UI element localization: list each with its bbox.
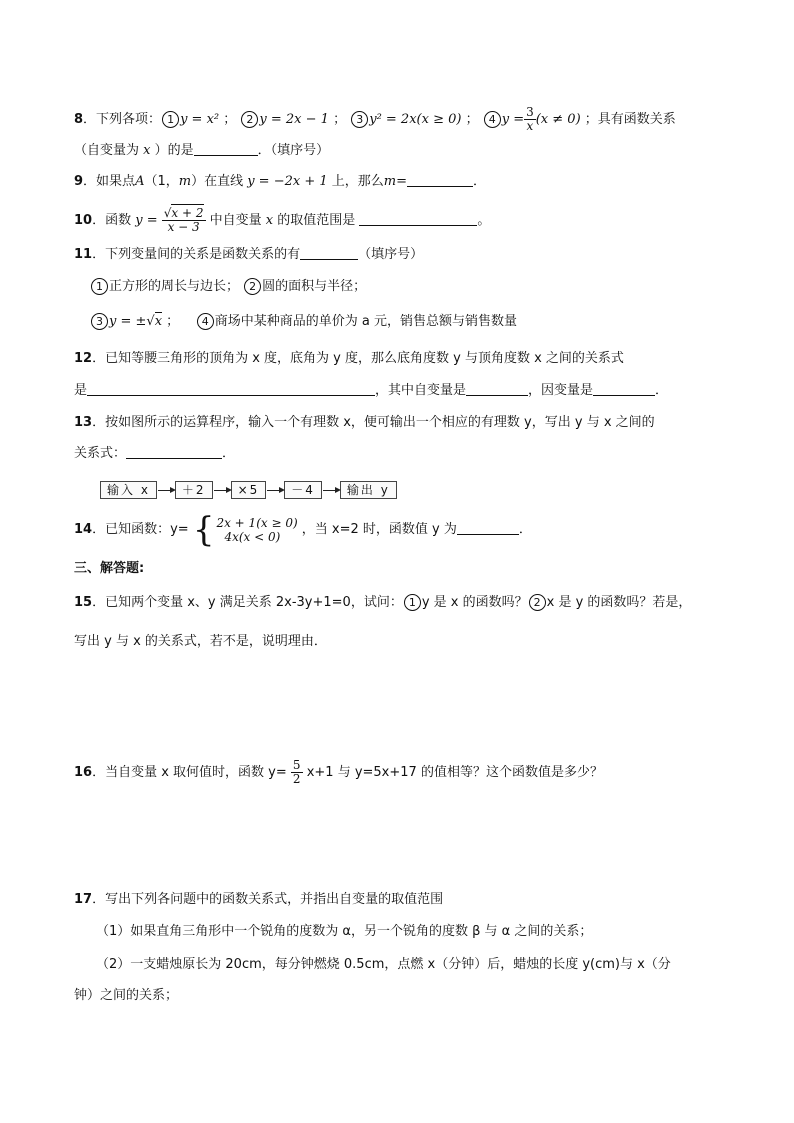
flow-plus-2-box: ＋2 [175, 481, 213, 499]
flow-input-box: 输入 x [100, 481, 157, 499]
question-11-number: 11 [74, 247, 93, 262]
question-17-part-2-cont: 钟）之间的关系； [74, 988, 179, 1003]
question-17-part-2: （2）一支蜡烛原长为 20cm，每分钟燃烧 0.5cm，点燃 x（分钟）后，蜡烛的长度 y(cm)与 x（分 [96, 957, 671, 972]
circle-number-4: 4 [484, 111, 501, 128]
question-12-line-1: 12．已知等腰三角形的顶角为 x 度，底角为 y 度，那么底角度数 y 与顶角度数 x 之间的关系式 [74, 351, 624, 366]
fraction-3-over-x: $\frac{3}{x}$ [526, 105, 534, 133]
question-15-line-2: 写出 y 与 x 的关系式，若不是，说明理由． [74, 634, 327, 649]
question-14: 14．已知函数：y= { 2x + 1(x ≥ 0) 4x(x < 0) ，当 x=2 时，函数值 y 为 ． [74, 509, 532, 550]
circle-number-2: 2 [244, 278, 261, 295]
flow-times-5-box: ×5 [231, 481, 267, 499]
question-13-line-1: 13．按如图所示的运算程序，输入一个有理数 x，便可输出一个相应的有理数 y，写出 y 与 x 之间的 [74, 415, 655, 430]
question-16-number: 16 [74, 765, 93, 780]
question-9-number: 9 [74, 174, 84, 189]
sqrt-icon: √ [146, 314, 155, 329]
answer-blank[interactable] [466, 381, 528, 396]
answer-blank[interactable] [87, 381, 375, 396]
flow-output-box: 输出 y [340, 481, 397, 499]
answer-blank[interactable] [593, 381, 655, 396]
arrow-right-icon [158, 490, 174, 491]
question-13-line-2: 关系式： ． [74, 446, 236, 461]
circle-number-2: 2 [241, 111, 258, 128]
question-13-number: 13 [74, 415, 93, 430]
question-12-number: 12 [74, 351, 93, 366]
question-8-line-1: 8．下列各项： 1 y = x² ； 2 y = 2x − 1 ； 3 y² = 2x(x ≥ 0) ； 4 y = $\frac{3}{x}$ (x ≠ 0) ；具有函数关系 [74, 105, 676, 133]
circle-number-1: 1 [162, 111, 179, 128]
circle-number-4: 4 [197, 313, 214, 330]
fraction-5-over-2: $\frac{5}{2}$ [292, 758, 301, 786]
question-12-line-2: 是 ，其中自变量是 ，因变量是 ． [74, 383, 669, 398]
question-17-number: 17 [74, 892, 93, 907]
answer-blank[interactable] [194, 141, 258, 156]
question-11: 11．下列变量间的关系是函数关系的有 （填序号） [74, 247, 424, 262]
sqrt-icon: √ [163, 206, 172, 220]
operation-flowchart [100, 480, 397, 500]
question-11-options-1-2: 1 正方形的周长与边长； 2 圆的面积与半径； [90, 277, 366, 297]
question-17-line-1: 17．写出下列各问题中的函数关系式，并指出自变量的取值范围 [74, 892, 444, 907]
question-10-number: 10 [74, 213, 93, 228]
circle-number-1: 1 [404, 594, 421, 611]
question-14-number: 14 [74, 522, 93, 537]
answer-blank[interactable] [407, 172, 473, 187]
flow-minus-4-box: －4 [284, 481, 322, 499]
piecewise-function: { 2x + 1(x ≥ 0) 4x(x < 0) [192, 509, 298, 550]
answer-blank[interactable] [359, 211, 477, 226]
question-17-part-1: （1）如果直角三角形中一个锐角的度数为 α，另一个锐角的度数 β 与 α 之间的关系； [96, 924, 593, 939]
arrow-right-icon [214, 490, 230, 491]
arrow-right-icon [323, 490, 339, 491]
fraction-sqrt-over-x-minus-3: $\frac{√x + 2}{x - 3}$ [163, 206, 204, 234]
circle-number-3: 3 [351, 111, 368, 128]
question-15-number: 15 [74, 595, 93, 610]
left-brace-icon: { [192, 509, 215, 550]
circle-number-3: 3 [91, 313, 108, 330]
arrow-right-icon [267, 490, 283, 491]
circle-number-1: 1 [91, 278, 108, 295]
circle-number-2: 2 [529, 594, 546, 611]
answer-blank[interactable] [300, 245, 358, 260]
question-8-line-2: （自变量为 x ）的是 ．（填序号） [74, 143, 330, 158]
question-16: 16．当自变量 x 取何值时，函数 y= $\frac{5}{2}$ x+1 与 y=5x+17 的值相等？这个函数值是多少？ [74, 758, 603, 786]
section-heading: 三、解答题: [74, 561, 145, 576]
question-8-number: 8 [74, 112, 84, 127]
question-11-options-3-4: 3 y = ±√x ； 4 商场中某种商品的单价为 a 元，销售总额与销售数量 [90, 312, 517, 332]
question-9: 9．如果点A（1，m）在直线 y = −2x + 1 上，那么m= ． [74, 174, 487, 189]
answer-blank[interactable] [126, 444, 222, 459]
answer-blank[interactable] [457, 520, 519, 535]
question-15-line-1: 15．已知两个变量 x、y 满足关系 2x-3y+1=0，试问： 1 y 是 x 的函数吗？ 2 x 是 y 的函数吗？若是， [74, 595, 692, 610]
question-10: 10．函数 y = $\frac{√x + 2}{x - 3}$ 中自变量 x 的取值范围是 。 [74, 206, 491, 234]
